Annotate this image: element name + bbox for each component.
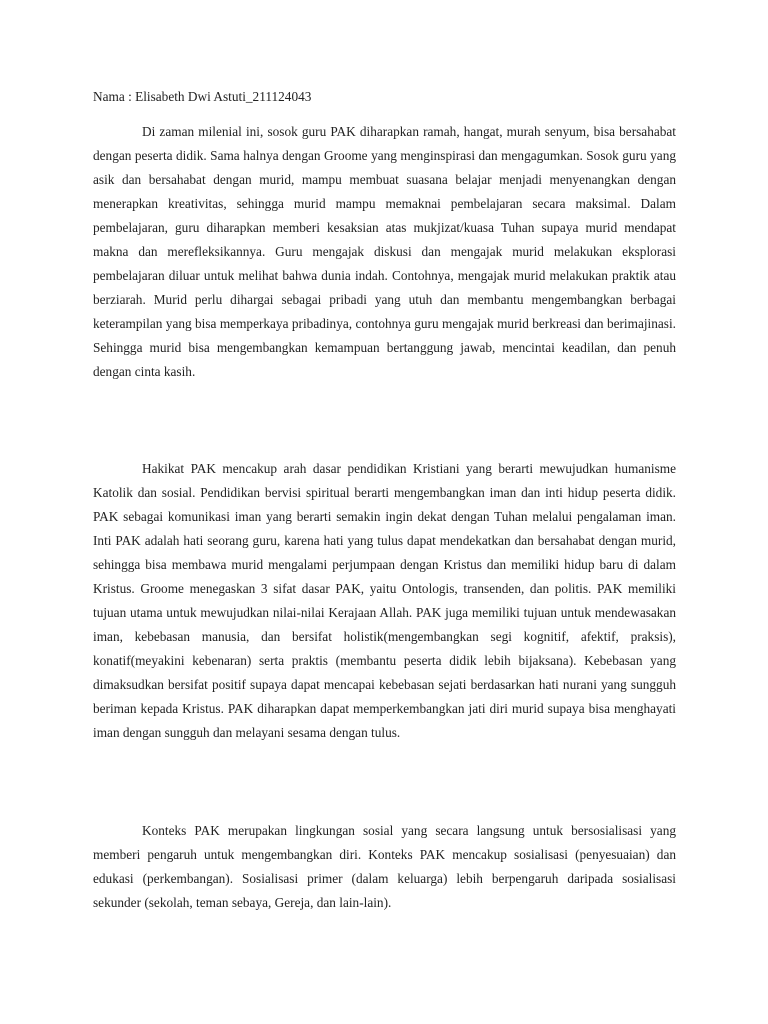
paragraph-1: Di zaman milenial ini, sosok guru PAK diharapkan ramah, hangat, murah senyum, bisa bersahabat dengan peserta didik. Sama halnya dengan Groome yang menginspirasi dan mengagumkan. Sosok guru yang asik dan bersahabat dengan murid, mampu membuat suasana belajar menjadi menyenangkan dengan menerapkan kreativitas, sehingga murid mampu memaknai pembelajaran secara maksimal. Dalam pembelajaran, guru diharapkan memberi kesaksian atas mukjizat/kuasa Tuhan supaya murid mendapat makna dan merefleksikannya. Guru mengajak diskusi dan mengajak murid melakukan eksplorasi pembelajaran diluar untuk melihat bahwa dunia indah. Contohnya, mengajak murid melakukan praktik atau berziarah. Murid perlu dihargai sebagai pribadi yang utuh dan membantu mengembangkan berbagai keterampilan yang bisa memperkaya pribadinya, contohnya guru mengajak murid berkreasi dan berimajinasi. Sehingga murid bisa mengembangkan kemampuan bertanggung jawab, mencintai keadilan, dan penuh dengan cinta kasih. bbox=[93, 124, 676, 379]
author-name-line: Nama : Elisabeth Dwi Astuti_211124043 bbox=[93, 89, 312, 104]
paragraph-2: Hakikat PAK mencakup arah dasar pendidikan Kristiani yang berarti mewujudkan humanisme Katolik dan sosial. Pendidikan bervisi spiritual berarti mengembangkan iman dan inti hidup peserta didik. PAK sebagai komunikasi iman yang berarti semakin ingin dekat dengan Tuhan melalui pengalaman iman. Inti PAK adalah hati seorang guru, karena hati yang tulus dapat mendekatkan dan bersahabat dengan murid, sehingga bisa membawa murid mengalami perjumpaan dengan Kristus dan memiliki hidup baru di dalam Kristus. Groome menegaskan 3 sifat dasar PAK, yaitu Ontologis, transenden, dan politis. PAK memiliki tujuan utama untuk mewujudkan nilai-nilai Kerajaan Allah. PAK juga memiliki tujuan untuk mendewasakan iman, kebebasan manusia, dan bersifat holistik(mengembangkan segi kognitif, afektif, praksis), konatif(meyakini kebenaran) serta praktis (membantu peserta didik lebih bijaksana). Kebebasan yang dimaksudkan bersifat positif supaya dapat mencapai kebebasan sejati berdasarkan hati nurani yang sungguh beriman kepada Kristus. PAK diharapkan dapat memperkembangkan jati diri murid supaya bisa menghayati iman dengan sungguh dan melayani sesama dengan tulus. bbox=[93, 461, 676, 740]
paragraph-3: Konteks PAK merupakan lingkungan sosial yang secara langsung untuk bersosialisasi yang memberi pengaruh untuk mengembangkan diri. Konteks PAK mencakup sosialisasi (penyesuaian) dan edukasi (perkembangan). Sosialisasi primer (dalam keluarga) lebih berpengaruh daripada sosialisasi sekunder (sekolah, teman sebaya, Gereja, dan lain-lain). bbox=[93, 823, 676, 910]
